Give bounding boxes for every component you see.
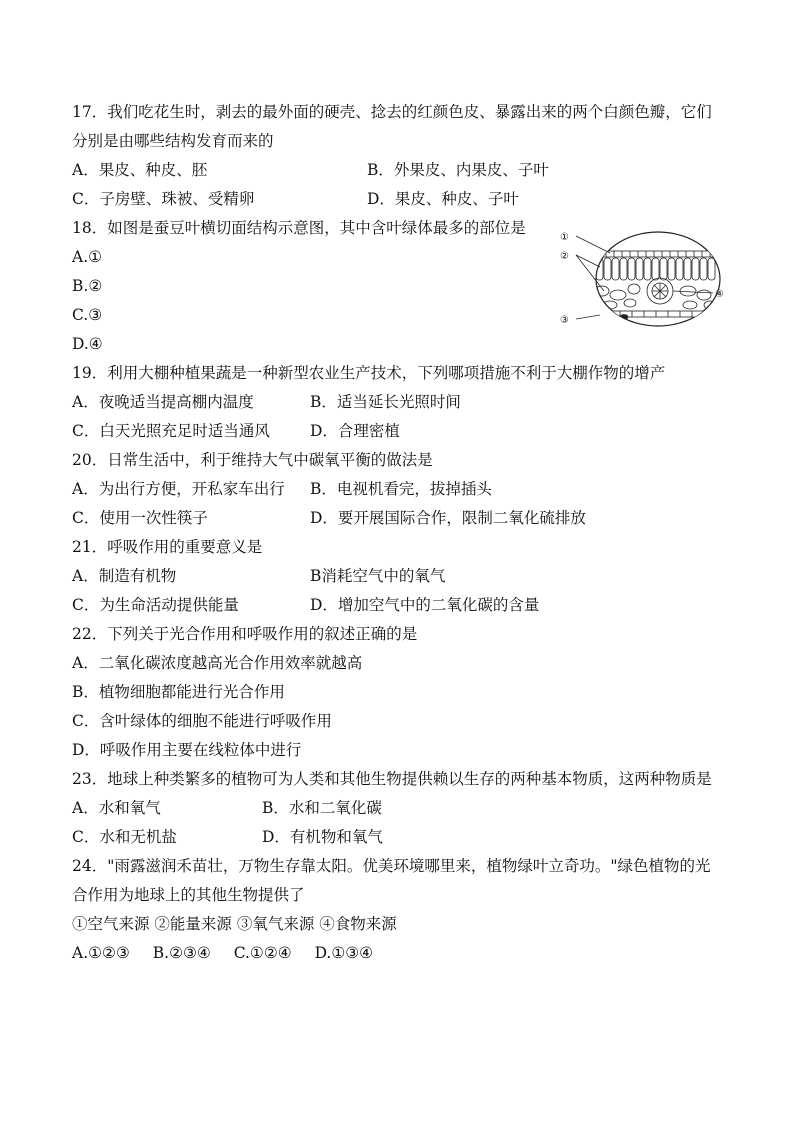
- q19-options-cd: [72, 417, 732, 446]
- q18-option-b: B.②: [72, 277, 103, 295]
- q21-options-cd: [72, 591, 732, 620]
- q22-stem: 22．下列关于光合作用和呼吸作用的叙述正确的是: [72, 625, 418, 643]
- fig-label-3: ③: [560, 315, 569, 326]
- q21-option-d: D．增加空气中的二氧化碳的含量: [310, 596, 540, 614]
- q21-option-a: A．制造有机物: [72, 567, 177, 585]
- q22-option-c: C．含叶绿体的细胞不能进行呼吸作用: [72, 712, 332, 730]
- q24-items: ①空气来源 ②能量来源 ③氧气来源 ④食物来源: [72, 915, 397, 933]
- q21-options-ab: [72, 562, 732, 591]
- q24-stem-line2: 合作用为地球上的其他生物提供了: [72, 886, 305, 904]
- q17-option-a: A．果皮、种皮、胚: [72, 161, 208, 179]
- q23-option-c: C．水和无机盐: [72, 828, 177, 846]
- fig-label-4: ④: [715, 289, 724, 300]
- q23-option-a: A．水和氧气: [72, 799, 161, 817]
- q22-option-a: A．二氧化碳浓度越高光合作用效率就越高: [72, 654, 363, 672]
- q20-option-d: D．要开展国际合作，限制二氧化硫排放: [310, 509, 586, 527]
- q18-option-d: D.④: [72, 335, 103, 353]
- q19-option-d: D．合理密植: [310, 422, 400, 440]
- q24-option-b: B.②③④: [152, 944, 211, 962]
- q21-option-c: C．为生命活动提供能量: [72, 596, 239, 614]
- leaf-cross-section-figure: [560, 229, 730, 329]
- q23-option-b: B．水和二氧化碳: [262, 799, 382, 817]
- q24-stem-line1: 24．"雨露滋润禾苗壮，万物生存靠太阳。优美环境哪里来，植物绿叶立奇功。"绿色植物的光: [72, 857, 711, 875]
- q18-option-c: C.③: [72, 306, 103, 324]
- q20-stem: 20．日常生活中，利于维持大气中碳氧平衡的做法是: [72, 451, 433, 469]
- q17-option-d: D．果皮、种皮、子叶: [367, 190, 519, 208]
- q20-option-c: C．使用一次性筷子: [72, 509, 208, 527]
- q24-option-a: A.①②③: [72, 944, 130, 962]
- q19-stem: 19．利用大棚种植果蔬是一种新型农业生产技术，下列哪项措施不利于大棚作物的增产: [72, 364, 666, 382]
- q19-option-b: B．适当延长光照时间: [310, 393, 461, 411]
- q20-option-b: B．电视机看完，拔掉插头: [310, 480, 492, 498]
- q22-option-b: B．植物细胞都能进行光合作用: [72, 683, 285, 701]
- q21-option-b: B消耗空气中的氧气: [310, 567, 446, 585]
- fig-label-1: ①: [560, 232, 569, 243]
- q17-option-c: C．子房壁、珠被、受精卵: [72, 190, 255, 208]
- q22-option-d: D．呼吸作用主要在线粒体中进行: [72, 741, 302, 759]
- fig-label-2: ②: [560, 251, 569, 262]
- q19-option-a: A．夜晚适当提高棚内温度: [72, 393, 254, 411]
- q19-options-ab: [72, 388, 732, 417]
- q17-stem-line2: 分别是由哪些结构发育而来的: [72, 132, 274, 150]
- q17-stem-line1: 17．我们吃花生时，剥去的最外面的硬壳、捻去的红颜色皮、暴露出来的两个白颜色瓣，它们: [72, 103, 712, 121]
- q21-stem: 21．呼吸作用的重要意义是: [72, 538, 263, 556]
- q23-options-cd: [72, 823, 732, 852]
- q23-options-ab: [72, 794, 732, 823]
- q24-options: [72, 939, 732, 968]
- q24-option-c: C.①②④: [233, 944, 292, 962]
- q18-option-a: A.①: [72, 248, 103, 266]
- q23-stem: 23．地球上种类繁多的植物可为人类和其他生物提供赖以生存的两种基本物质，这两种物质是: [72, 770, 712, 788]
- q20-options-ab: [72, 475, 732, 504]
- q18-stem: 18．如图是蚕豆叶横切面结构示意图，其中含叶绿体最多的部位是: [72, 219, 526, 237]
- q17-options-ab: [72, 156, 732, 185]
- q17-options-cd: [72, 185, 732, 214]
- leaf-cross-section-svg: [560, 229, 730, 329]
- q24-option-d: D.①③④: [314, 944, 374, 962]
- q19-option-c: C．白天光照充足时适当通风: [72, 422, 270, 440]
- q17-option-b: B．外果皮、内果皮、子叶: [367, 161, 549, 179]
- q20-options-cd: [72, 504, 732, 533]
- q20-option-a: A．为出行方便，开私家车出行: [72, 480, 285, 498]
- q23-option-d: D．有机物和氧气: [262, 828, 383, 846]
